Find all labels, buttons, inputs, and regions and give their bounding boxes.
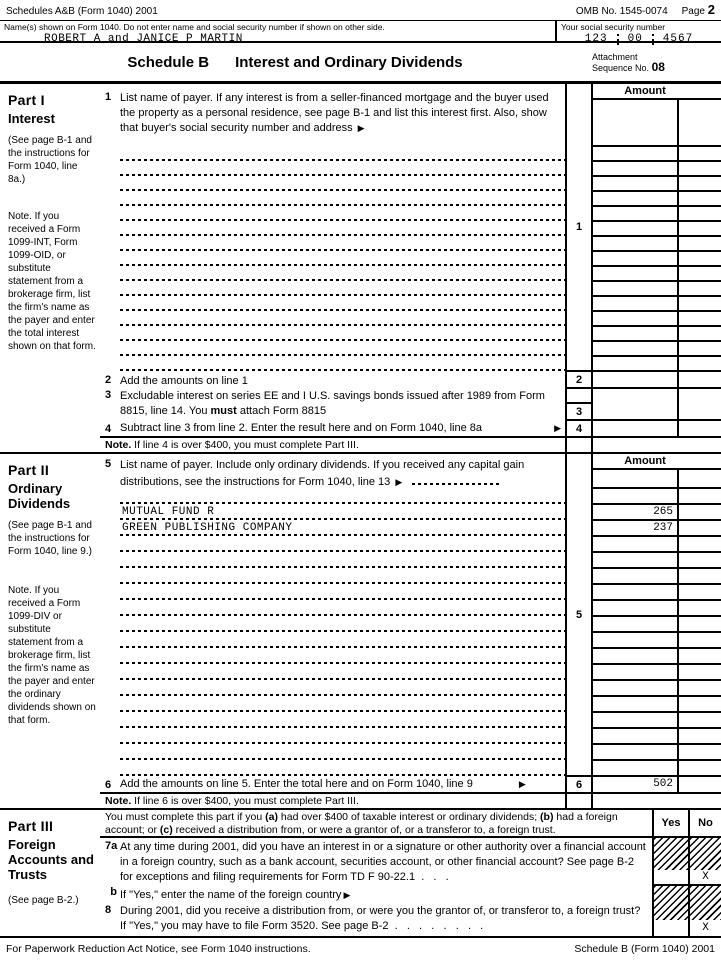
line4-box: 4: [567, 421, 591, 438]
dividend-payer-name[interactable]: MUTUAL FUND R: [122, 506, 215, 518]
part2-amount-header: Amount: [593, 454, 721, 470]
page-label: Page: [681, 6, 705, 17]
interest-amount-cell[interactable]: [593, 177, 721, 192]
interest-payer-writing-line[interactable]: [120, 312, 565, 327]
sequence-number: 08: [651, 59, 665, 74]
form-id: Schedules A&B (Form 1040) 2001: [6, 6, 158, 17]
dividend-payer-writing-line[interactable]: [120, 665, 565, 681]
question-7b: b If "Yes," enter the name of the foreign country ▶: [100, 886, 652, 903]
interest-payer-writing-line[interactable]: [120, 237, 565, 252]
no-column: [688, 810, 721, 936]
dividend-payer-writing-line[interactable]: [120, 585, 565, 601]
dividend-payer-writing-line[interactable]: [120, 537, 565, 553]
dividend-amount-cell[interactable]: [593, 489, 721, 505]
dividend-amount-cell[interactable]: [593, 665, 721, 681]
question-7a-number: 7a: [105, 840, 118, 852]
dividend-payer-writing-line[interactable]: [120, 617, 565, 633]
interest-payer-writing-line[interactable]: [120, 192, 565, 207]
part2-label: Part II: [8, 462, 50, 478]
line6-box: 6: [567, 777, 591, 794]
paperwork-notice: For Paperwork Reduction Act Notice, see Form 1040 instructions.: [6, 943, 311, 955]
dividend-amount-cell[interactable]: [593, 601, 721, 617]
dividend-payer-writing-line[interactable]: [120, 633, 565, 649]
part3-title: Foreign Accounts and Trusts: [8, 837, 94, 882]
ssn-part-2[interactable]: 00: [627, 33, 643, 45]
part2-line-number-column: [565, 454, 593, 808]
line1-box: 1: [567, 84, 591, 372]
title-row: [0, 43, 721, 84]
part2-note: Note. If line 6 is over $400, you must complete Part III.: [105, 795, 359, 807]
question-7a: 7a At any time during 2001, did you have an interest in or a signature or other authority over a financial account in a foreign country, such as a bank account, securities account, or other financial account? See page B-2 for exceptions and filing requirements for Form TD F 90-22.1 . . .: [100, 838, 652, 886]
interest-amount-cell[interactable]: [593, 267, 721, 282]
line2-amount-cell[interactable]: [593, 372, 721, 389]
part2-content: [100, 454, 565, 808]
name-cell: [0, 21, 555, 45]
part1-note: Note. If line 4 is over $400, you must complete Part III.: [105, 439, 359, 451]
dividend-amount-value[interactable]: [593, 489, 679, 503]
line3-row: 3 Excludable interest on series EE and I U.S. savings bonds issued after 1989 from Form 8815, line 14. You must attach Form 8815: [100, 389, 565, 421]
dividend-amount-value[interactable]: [593, 729, 679, 743]
page-number: 2: [707, 2, 715, 17]
line3-spacer-box: [567, 389, 591, 404]
dividend-amount-cell[interactable]: [593, 521, 721, 537]
hatched-cell: [690, 886, 721, 920]
pointer-icon: ▶: [343, 890, 351, 900]
line5-instruction: 5 List name of payer. Include only ordinary dividends. If you received any capital gain distributions, see the instructions for Form 1040, line 13 ▶: [100, 454, 565, 489]
part3-questions: [100, 810, 652, 936]
dividend-amount-value[interactable]: [593, 633, 679, 647]
name-ssn-row: [0, 21, 721, 43]
part1-interest-section: [0, 84, 721, 452]
dividend-amount-value[interactable]: [593, 553, 679, 567]
ssn-part-3[interactable]: 4567: [662, 33, 694, 45]
dividend-amount-value[interactable]: [593, 745, 679, 759]
part2-sidebar: [0, 454, 100, 808]
interest-payer-writing-line[interactable]: [120, 252, 565, 267]
interest-payer-writing-line[interactable]: [120, 297, 565, 312]
dividend-amount-value[interactable]: [593, 601, 679, 615]
dividend-amount-value[interactable]: [593, 585, 679, 599]
dividend-amount-value[interactable]: [593, 761, 679, 775]
dividend-amount-value[interactable]: [593, 665, 679, 679]
dividend-amount-cell[interactable]: [593, 537, 721, 553]
pointer-icon: ▶: [518, 779, 526, 789]
ssn-label: Your social security number: [561, 22, 666, 32]
part2-amount-column: [593, 454, 721, 808]
question-8: 8 During 2001, did you receive a distribution from, or were you the grantor of, or transferor to, a foreign trust? If "Yes," you may have to file Form 3520. See page B-2 . . . . . . . .: [100, 903, 652, 936]
dividend-amount-cell[interactable]: [593, 553, 721, 569]
line1-instruction: 1 List name of payer. If any interest is from a seller-financed mortgage and the buyer used the property as a personal residence, see page B-1 and list this interest first. Also, show that buyer's social security number and address ▶: [100, 84, 565, 147]
line6-total: 502: [593, 777, 679, 792]
line5-box: 5: [567, 454, 591, 777]
interest-payer-writing-line[interactable]: [120, 327, 565, 342]
interest-payer-writing-line[interactable]: [120, 282, 565, 297]
pointer-icon: ▶: [357, 123, 365, 133]
ssn-part-1[interactable]: 123: [584, 33, 608, 45]
amount-cell[interactable]: [593, 470, 721, 489]
line3-number: 3: [105, 389, 112, 401]
dividend-amount-value[interactable]: [593, 569, 679, 583]
dividend-amount-value[interactable]: [593, 713, 679, 727]
hatched-cell: [690, 838, 721, 870]
form-footer-id: Schedule B (Form 1040) 2001: [574, 943, 715, 955]
part3-sidebar: [0, 810, 100, 936]
interest-amount-cell[interactable]: [593, 297, 721, 312]
dividend-amount-cell[interactable]: [593, 681, 721, 697]
interest-payer-writing-line[interactable]: [120, 357, 565, 372]
part1-label: Part I: [8, 92, 45, 108]
no-header: No: [690, 810, 721, 838]
attachment-sequence: Attachment Sequence No. 08: [592, 51, 665, 74]
interest-amount-cell[interactable]: [593, 357, 721, 372]
hatched-cell: [654, 838, 688, 870]
dividend-payer-writing-line[interactable]: [120, 729, 565, 745]
omb-number: OMB No. 1545-0074: [575, 6, 668, 17]
interest-amount-cell[interactable]: [593, 342, 721, 357]
dividend-payer-writing-line[interactable]: [120, 521, 565, 537]
question-7b-number: b: [110, 886, 117, 898]
schedule-title: Schedule B: [127, 53, 210, 71]
interest-payer-writing-line[interactable]: [120, 177, 565, 192]
dividend-payer-writing-line[interactable]: [120, 681, 565, 697]
part2-side-note2: Note. If you received a Form 1099-DIV or substitute statement from a brokerage firm, list the firm's name as the payer and enter the ordinary dividends shown on that form.: [8, 585, 96, 726]
main-title: Interest and Ordinary Dividends: [235, 53, 463, 71]
part2-title: Ordinary Dividends: [8, 481, 71, 511]
answer-8-no[interactable]: X: [702, 922, 709, 934]
interest-amount-cell[interactable]: [593, 207, 721, 222]
line6-number: 6: [105, 779, 112, 791]
interest-payer-writing-line[interactable]: [120, 222, 565, 237]
line4-row: 4 Subtract line 3 from line 2. Enter the result here and on Form 1040, line 8a ▶: [100, 421, 565, 438]
line5-number: 5: [105, 458, 112, 470]
dividend-payer-writing-line[interactable]: [120, 745, 565, 761]
interest-amount-cell[interactable]: [593, 162, 721, 177]
line1-number: 1: [105, 91, 112, 103]
part2-dividends-section: [0, 452, 721, 808]
dividend-amount-value[interactable]: [593, 537, 679, 551]
dividend-amount-cell[interactable]: [593, 761, 721, 777]
interest-amount-cell[interactable]: [593, 282, 721, 297]
interest-payer-writing-line[interactable]: [120, 162, 565, 177]
yes-column: [652, 810, 688, 936]
part2-side-note1: (See page B-1 and the instructions for Form 1040, line 9.): [8, 520, 92, 557]
interest-payer-writing-line[interactable]: [120, 147, 565, 162]
answer-7a-yes[interactable]: [654, 870, 688, 886]
amount-cell[interactable]: [593, 100, 721, 147]
name-field[interactable]: ROBERT A and JANICE P MARTIN: [44, 33, 243, 45]
dividend-amount-value[interactable]: [593, 649, 679, 663]
dividend-amount-cell[interactable]: [593, 649, 721, 665]
line6-row: 6 Add the amounts on line 5. Enter the total here and on Form 1040, line 9 ▶: [100, 777, 565, 794]
line3-box: 3: [567, 404, 591, 421]
part3-foreign-accounts-section: [0, 808, 721, 936]
interest-payer-writing-line[interactable]: [120, 207, 565, 222]
dividend-payer-writing-line[interactable]: [120, 601, 565, 617]
interest-amount-cell[interactable]: [593, 192, 721, 207]
interest-amount-cell[interactable]: [593, 237, 721, 252]
question-8-number: 8: [105, 904, 112, 916]
dividend-amount-value[interactable]: 237: [593, 521, 679, 535]
interest-amount-cell[interactable]: [593, 222, 721, 237]
answer-7a-no[interactable]: X: [690, 870, 721, 886]
name-label: Name(s) shown on Form 1040. Do not enter name and social security number if shown on other side.: [4, 22, 385, 32]
dividend-payer-writing-line[interactable]: [120, 713, 565, 729]
dividend-payer-writing-line[interactable]: [120, 553, 565, 569]
part1-line-number-column: [565, 84, 593, 452]
line4-amount-cell[interactable]: [593, 421, 721, 438]
interest-amount-cell[interactable]: [593, 252, 721, 267]
line3-amount-cell[interactable]: [593, 389, 721, 421]
line2-number: 2: [105, 374, 112, 386]
dividend-amount-cell[interactable]: [593, 505, 721, 521]
dividend-amount-cell[interactable]: [593, 585, 721, 601]
part1-amount-column: [593, 84, 721, 452]
dividend-payer-name[interactable]: GREEN PUBLISHING COMPANY: [122, 522, 293, 534]
part1-title: Interest: [8, 111, 55, 126]
dividend-amount-value[interactable]: [593, 697, 679, 711]
dividend-amount-value[interactable]: [593, 617, 679, 631]
dividend-amount-cell[interactable]: [593, 729, 721, 745]
dividend-amount-value[interactable]: 265: [593, 505, 679, 519]
part1-side-note2: Note. If you received a Form 1099-INT, Form 1099-OID, or substitute statement from a brokerage firm, list the firm's name as the payer and enter the total interest shown on that form.: [8, 211, 96, 352]
part3-side-note: (See page B-2.): [8, 895, 79, 906]
dividend-amount-cell[interactable]: [593, 633, 721, 649]
dividend-payer-writing-line[interactable]: [120, 649, 565, 665]
form-id-row: [0, 0, 721, 21]
ssn-separator: [617, 34, 619, 45]
line4-number: 4: [105, 423, 112, 435]
ssn-separator: [652, 34, 654, 45]
dividend-payer-writing-line[interactable]: [120, 761, 565, 777]
yes-header: Yes: [654, 810, 688, 838]
part3-intro: You must complete this part if you (a) had over $400 of taxable interest or ordinary dividends; (b) had a foreign account; or (c) received a distribution from, or were a grantor of, or a transferor to, a foreign trust.: [100, 810, 652, 838]
dot-fill: [412, 473, 502, 485]
line2-box: 2: [567, 372, 591, 389]
dividend-amount-cell[interactable]: [593, 745, 721, 761]
dividend-amount-cell[interactable]: [593, 713, 721, 729]
pointer-icon: ▶: [395, 477, 403, 487]
ssn-field[interactable]: [561, 33, 717, 45]
dividend-payer-writing-line[interactable]: [120, 697, 565, 713]
interest-payer-writing-line[interactable]: [120, 342, 565, 357]
answer-8-yes[interactable]: [654, 920, 688, 936]
dividend-payer-writing-line[interactable]: [120, 489, 565, 505]
dividend-amount-cell[interactable]: [593, 569, 721, 585]
pointer-icon: ▶: [554, 423, 561, 433]
dividend-amount-value[interactable]: [593, 681, 679, 695]
line2-row: 2 Add the amounts on line 1: [100, 372, 565, 389]
dividend-payer-writing-line[interactable]: [120, 505, 565, 521]
part1-sidebar: [0, 84, 100, 452]
interest-amount-cell[interactable]: [593, 147, 721, 162]
part1-content: [100, 84, 565, 452]
interest-amount-cell[interactable]: [593, 312, 721, 327]
hatched-cell: [654, 886, 688, 920]
line6-amount-cell[interactable]: [593, 777, 721, 794]
ssn-cell: [555, 21, 721, 45]
part3-label: Part III: [8, 818, 54, 834]
interest-amount-cell[interactable]: [593, 327, 721, 342]
dividend-payer-writing-line[interactable]: [120, 569, 565, 585]
part1-side-note1: (See page B-1 and the instructions for Form 1040, line 8a.): [8, 135, 92, 185]
dividend-amount-cell[interactable]: [593, 697, 721, 713]
interest-payer-writing-line[interactable]: [120, 267, 565, 282]
dividend-amount-cell[interactable]: [593, 617, 721, 633]
footer-row: [0, 936, 721, 963]
part1-amount-header: Amount: [593, 84, 721, 100]
